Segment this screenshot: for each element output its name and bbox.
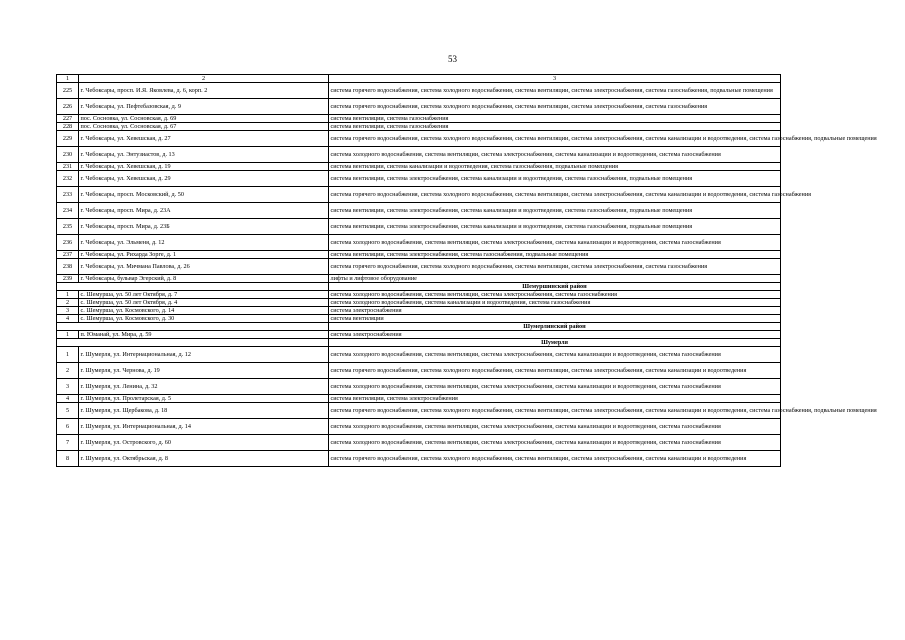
services-cell: система вентиляции, система электроснабжения, система канализации и водоотведения, система газоснабжения, подвальные помещения xyxy=(329,203,781,219)
table-row xyxy=(57,291,781,299)
row-number-cell: 2 xyxy=(57,363,79,379)
services-cell: система горячего водоснабжения, система холодного водоснабжения, система вентиляции, система электроснабжения, система газоснабжения xyxy=(329,99,781,115)
buildings-table xyxy=(56,74,877,467)
address-cell: г. Чебоксары, ул. Пефтебазовская, д. 9 xyxy=(79,99,329,115)
row-number-cell: 3 xyxy=(57,307,79,315)
region-heading: Шемуршинский район xyxy=(329,283,781,291)
services-cell: система холодного водоснабжения, система вентиляции, система электроснабжения, система канализации и водоотведения, система газоснабжения xyxy=(329,347,781,363)
row-number-cell: 225 xyxy=(57,83,79,99)
address-cell: г. Чебоксары, ул. Энтузиастов, д. 13 xyxy=(79,147,329,163)
row-number-cell: 226 xyxy=(57,99,79,115)
table-row xyxy=(57,251,781,259)
table-body xyxy=(57,75,877,467)
row-number-cell: 231 xyxy=(57,163,79,171)
row-number-cell: 235 xyxy=(57,219,79,235)
row-number-cell: 5 xyxy=(57,403,79,419)
address-cell: с. Шемурша, ул. Космовского, д. 14 xyxy=(79,307,329,315)
services-cell: система вентиляции xyxy=(329,315,781,323)
page-number: 53 xyxy=(448,54,457,64)
services-cell: система вентиляции, система электроснабжения, система канализации и водоотведения, система газоснабжения, подвальные помещения xyxy=(329,219,781,235)
table-row xyxy=(57,147,781,163)
services-cell: система холодного водоснабжения, система канализации и водоотведения, система газоснабжения xyxy=(329,299,781,307)
services-cell: система холодного водоснабжения, система вентиляции, система электроснабжения, система канализации и водоотведения, система газоснабжения xyxy=(329,147,781,163)
table-row xyxy=(57,275,781,283)
services-cell: система холодного водоснабжения, система вентиляции, система электроснабжения, система газоснабжения xyxy=(329,291,781,299)
table-row xyxy=(57,435,781,451)
services-cell: лифты и лифтовое оборудование xyxy=(329,275,781,283)
table-row xyxy=(57,131,781,147)
row-number-cell: 233 xyxy=(57,187,79,203)
row-number-cell: 236 xyxy=(57,235,79,251)
services-cell: система горячего водоснабжения, система холодного водоснабжения, система вентиляции, система электроснабжения, система канализации и водоотведения xyxy=(329,451,781,467)
services-cell: система горячего водоснабжения, система холодного водоснабжения, система вентиляции, система электроснабжения, система канализации и водоотведения xyxy=(329,363,781,379)
address-cell: г. Чебоксары, просп. Московский, д. 50 xyxy=(79,187,329,203)
address-cell: г. Шумерля, ул. Ленина, д. 32 xyxy=(79,379,329,395)
services-cell: система вентиляции, система электроснабжения xyxy=(329,395,781,403)
row-number-cell: 232 xyxy=(57,171,79,187)
region-spacer-cell xyxy=(57,323,329,331)
address-cell: п. Юманай, ул. Мира, д. 59 xyxy=(79,331,329,339)
table-row xyxy=(57,83,781,99)
services-cell: система горячего водоснабжения, система холодного водоснабжения, система вентиляции, система электроснабжения, система газоснабжения xyxy=(329,259,781,275)
table-row xyxy=(57,379,781,395)
services-cell: система горячего водоснабжения, система холодного водоснабжения, система вентиляции, система электроснабжения, система канализации и водоотведения, система газоснабжения, подвальные помещения xyxy=(329,403,781,419)
services-cell: система горячего водоснабжения, система холодного водоснабжения, система вентиляции, система электроснабжения, система газоснабжения, подвальные помещения xyxy=(329,83,781,99)
row-number-cell: 4 xyxy=(57,315,79,323)
address-cell: г. Шумерля, ул. Интернациональная, д. 12 xyxy=(79,347,329,363)
services-cell: система горячего водоснабжения, система холодного водоснабжения, система вентиляции, система электроснабжения, система канализации и водоотведения, система газоснабжения xyxy=(329,187,781,203)
services-cell: система холодного водоснабжения, система вентиляции, система электроснабжения, система канализации и водоотведения, система газоснабжения xyxy=(329,235,781,251)
services-cell: система электроснабжения xyxy=(329,307,781,315)
address-cell: пос. Сосновка, ул. Сосновская, д. 69 xyxy=(79,115,329,123)
address-cell: г. Шумерля, ул. Щербакова, д. 18 xyxy=(79,403,329,419)
region-heading-row xyxy=(57,323,781,331)
address-cell: г. Чебоксары, ул. Хевешская, д. 29 xyxy=(79,171,329,187)
row-number-cell: 3 xyxy=(57,379,79,395)
address-cell: с. Шемурша, ул. Космовского, д. 30 xyxy=(79,315,329,323)
table-row xyxy=(57,451,781,467)
table-row xyxy=(57,259,781,275)
table-row xyxy=(57,187,781,203)
region-heading: Шумерля xyxy=(329,339,781,347)
table-row xyxy=(57,299,781,307)
address-cell: г. Шумерля, ул. Пролетарская, д. 5 xyxy=(79,395,329,403)
address-cell: г. Чебоксары, ул. Хевешская, д. 19 xyxy=(79,163,329,171)
services-cell: система электроснабжения xyxy=(329,331,781,339)
row-number-cell: 238 xyxy=(57,259,79,275)
row-number-cell: 4 xyxy=(57,395,79,403)
table-row xyxy=(57,403,781,419)
services-cell: система холодного водоснабжения, система вентиляции, система электроснабжения, система канализации и водоотведения, система газоснабжения xyxy=(329,419,781,435)
address-cell: г. Чебоксары, ул. Мичмана Павлова, д. 26 xyxy=(79,259,329,275)
row-number-cell: 7 xyxy=(57,435,79,451)
services-cell: система вентиляции, система электроснабжения, система канализации и водоотведения, система газоснабжения, подвальные помещения xyxy=(329,171,781,187)
address-cell: г. Чебоксары, ул. Эльменя, д. 12 xyxy=(79,235,329,251)
region-heading-row xyxy=(57,339,781,347)
services-cell: система вентиляции, система газоснабжения xyxy=(329,115,781,123)
region-heading-row xyxy=(57,283,781,291)
address-cell: г. Шумерля, ул. Октябрьская, д. 8 xyxy=(79,451,329,467)
row-number-cell: 1 xyxy=(57,291,79,299)
row-number-cell: 1 xyxy=(57,331,79,339)
table-row xyxy=(57,363,781,379)
address-cell: с. Шемурша, ул. 50 лет Октября, д. 7 xyxy=(79,291,329,299)
table-row xyxy=(57,395,781,403)
table-row xyxy=(57,171,781,187)
row-number-cell: 8 xyxy=(57,451,79,467)
table-row xyxy=(57,315,781,323)
row-number-cell: 227 xyxy=(57,115,79,123)
table-row xyxy=(57,419,781,435)
address-cell: с. Шемурша, ул. 50 лет Октября, д. 4 xyxy=(79,299,329,307)
services-cell: система вентиляции, система газоснабжения xyxy=(329,123,781,131)
table-row xyxy=(57,235,781,251)
row-number-cell: 6 xyxy=(57,419,79,435)
address-cell: пос. Сосновка, ул. Сосновская, д. 67 xyxy=(79,123,329,131)
row-number-cell: 237 xyxy=(57,251,79,259)
column-header-services: 3 xyxy=(329,75,781,83)
table-row xyxy=(57,219,781,235)
services-cell: система вентиляции, система канализации и водоотведения, система газоснабжения, подвальные помещения xyxy=(329,163,781,171)
row-number-cell: 230 xyxy=(57,147,79,163)
address-cell: г. Чебоксары, просп. И.Я. Яковлева, д. 6, корп. 2 xyxy=(79,83,329,99)
table-header-row xyxy=(57,75,781,83)
column-header-address: 2 xyxy=(79,75,329,83)
region-heading: Шумерлинский район xyxy=(329,323,781,331)
address-cell: г. Чебоксары, ул. Рихарда Зорге, д. 1 xyxy=(79,251,329,259)
services-cell: система горячего водоснабжения, система холодного водоснабжения, система вентиляции, система электроснабжения, система канализации и водоотведения, система газоснабжения, подвальные помещения xyxy=(329,131,781,147)
address-cell: г. Шумерля, ул. Островского, д. 60 xyxy=(79,435,329,451)
services-cell: система холодного водоснабжения, система вентиляции, система электроснабжения, система канализации и водоотведения, система газоснабжения xyxy=(329,379,781,395)
row-number-cell: 1 xyxy=(57,347,79,363)
table-row xyxy=(57,203,781,219)
table-row xyxy=(57,347,781,363)
row-number-cell: 2 xyxy=(57,299,79,307)
table-row xyxy=(57,163,781,171)
services-cell: система вентиляции, система электроснабжения, система газоснабжения, подвальные помещения xyxy=(329,251,781,259)
address-cell: г. Чебоксары, просп. Мира, д. 23Б xyxy=(79,219,329,235)
address-cell: г. Чебоксары, ул. Хевешская, д. 27 xyxy=(79,131,329,147)
address-cell: г. Шумерля, ул. Чернова, д. 19 xyxy=(79,363,329,379)
address-cell: г. Чебоксары, бульвар Эгерский, д. 8 xyxy=(79,275,329,283)
region-spacer-cell xyxy=(57,339,329,347)
row-number-cell: 228 xyxy=(57,123,79,131)
services-cell: система холодного водоснабжения, система вентиляции, система электроснабжения, система канализации и водоотведения, система газоснабжения xyxy=(329,435,781,451)
row-number-cell: 239 xyxy=(57,275,79,283)
row-number-cell: 229 xyxy=(57,131,79,147)
table-row xyxy=(57,115,781,123)
row-number-cell: 234 xyxy=(57,203,79,219)
column-header-number: 1 xyxy=(57,75,79,83)
table-row xyxy=(57,307,781,315)
table-row xyxy=(57,99,781,115)
table-row xyxy=(57,331,781,339)
address-cell: г. Шумерля, ул. Интернациональная, д. 14 xyxy=(79,419,329,435)
table-row xyxy=(57,123,781,131)
address-cell: г. Чебоксары, просп. Мира, д. 23А xyxy=(79,203,329,219)
region-spacer-cell xyxy=(57,283,329,291)
